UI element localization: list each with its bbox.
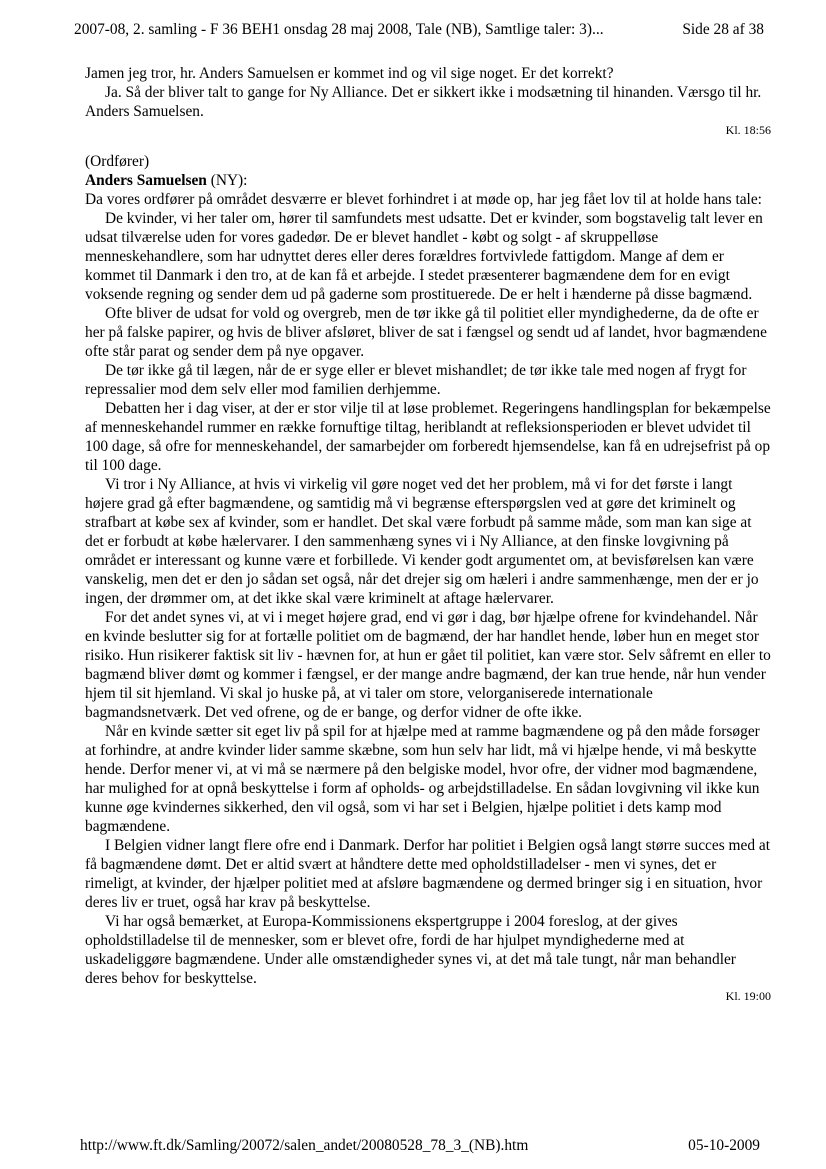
speaker-line (85, 171, 771, 190)
speech-paragraph: Når en kvinde sætter sit eget liv på spil for at hjælpe med at ramme bagmændene og på den måde forsøger at forhindre, at andre kvinder lider samme skæbne, som hun selv har lidt, må vi hjælpe hende, vi må beskytte hende. Derfor mener vi, at vi må se nærmere på den belgiske model, hvor ofre, der vidner mod bagmændene, har mulighed for at opnå beskyttelse i form af opholds- og arbejdstilladelse. En sådan lovgivning vil ikke kun kunne øge kvindernes sikkerhed, den vil også, som vi har set i Belgien, hjælpe politiet i dets kamp mod bagmændene. (85, 723, 760, 835)
speaker-role: (Ordfører) (85, 153, 150, 170)
timestamp: Kl. 19:00 (725, 989, 771, 1003)
document-title: 2007-08, 2. samling - F 36 BEH1 onsdag 28 maj 2008, Tale (NB), Samtlige taler: 3)... (74, 21, 604, 38)
speech-paragraph: Vi har også bemærket, at Europa-Kommissionens ekspertgruppe i 2004 foreslog, at der gives opholdstilladelse til de mennesker, som er blevet ofre, fordi de har hjulpet myndighederne med at uskadeliggøre bagmændene. Under alle omstændigheder synes vi, at det må tale tungt, når man behandler deres behov for beskyttelse. (85, 913, 736, 987)
speech-paragraph: De tør ikke gå til lægen, når de er syge eller er blevet mishandlet; de tør ikke tale med nogen af frygt for repressalier mod dem selv eller mod familien derhjemme. (85, 362, 747, 398)
source-url: http://www.ft.dk/Samling/20072/salen_andet/20080528_78_3_(NB).htm (80, 1137, 529, 1154)
page-number: Side 28 af 38 (682, 21, 764, 38)
print-date: 05-10-2009 (688, 1137, 760, 1154)
speech-paragraph: I Belgien vidner langt flere ofre end i Danmark. Derfor har politiet i Belgien også langt større succes med at få bagmændene dømt. Det er altid svært at håndtere dette med opholdstilladelser - men vi synes, det er rimeligt, at kvinder, der hjælper politiet med at afsløre bagmændene og dermed bringer sig i en situation, hvor deres liv er truet, også har krav på beskyttelse. (85, 837, 770, 911)
speech-paragraph: Da vores ordfører på området desværre er blevet forhindret i at møde op, har jeg fået lov til at holde hans tale: (85, 191, 762, 208)
speech-paragraph: Vi tror i Ny Alliance, at hvis vi virkelig vil gøre noget ved det her problem, må vi for det første i langt højere grad gå efter bagmændene, og samtidig må vi begrænse efterspørgslen ved at gøre det kriminelt og strafbart at købe sex af kvinder, som er handlet. Det skal være forbudt på samme måde, som man kan sige at det er forbudt at købe hælervarer. I den sammenhæng synes vi i Ny Alliance, at den finske lovgivning på området er interessant og kunne være et forbillede. Vi kender godt argumentet om, at bevisførelsen kan være vanskelig, men det er den jo sådan set også, når det drejer sig om hæleri i andre sammenhænge, men der er jo ingen, der drømmer om, at det ikke skal være kriminelt at aftage hælervarer. (85, 476, 759, 607)
timestamp: Kl. 18:56 (725, 123, 771, 137)
speech-paragraph: Debatten her i dag viser, at der er stor vilje til at løse problemet. Regeringens handlingsplan for bekæmpelse af menneskehandel rummer en række fornuftige tiltag, heriblandt at refleksionsperioden er blevet udvidet til 100 dage, så ofre for menneskehandel, der samarbejder om forberedt hjemsendelse, kan få en udrejsefrist på op til 100 dage. (85, 400, 771, 474)
speaker-name: Anders Samuelsen (85, 172, 207, 189)
intro-line: Ja. Så der bliver talt to gange for Ny Alliance. Det er sikkert ikke i modsætning til hinanden. Værsgo til hr. Anders Samuelsen. (85, 84, 762, 120)
speech-paragraph: Ofte bliver de udsat for vold og overgreb, men de tør ikke gå til politiet eller myndighederne, da de ofte er her på falske papirer, og hvis de bliver afsløret, bliver de sat i fængsel og sendt ud af landet, hvor bagmændene ofte står parat og sender dem på nye opgaver. (85, 305, 767, 360)
document-body (85, 64, 771, 1004)
speech-paragraph: De kvinder, vi her taler om, hører til samfundets mest udsatte. Det er kvinder, som bogstavelig talt lever en udsat tilværelse uden for vores gadedør. De er blevet handlet - købt og solgt - af skruppelløse menneskehandlere, som har udnyttet deres eller deres forældres fortvivlede fattigdom. Mange af dem er kommet til Danmark i den tro, at de kan få et arbejde. I stedet præsenterer bagmændene dem for en evigt voksende regning og sender dem ud på gaderne som prostituerede. De er helt i hænderne på disse bagmænd. (85, 210, 763, 303)
speaker-party: (NY): (206, 172, 248, 189)
intro-line: Jamen jeg tror, hr. Anders Samuelsen er kommet ind og vil sige noget. Er det korrekt? (85, 65, 614, 82)
speech-paragraph: For det andet synes vi, at vi i meget højere grad, end vi gør i dag, bør hjælpe ofrene for kvindehandel. Når en kvinde beslutter sig for at fortælle politiet om de bagmænd, der har handlet hende, løber hun en meget stor risiko. Hun risikerer faktisk sit liv - hævnen for, at hun er gået til politiet, kan være stor. Selv såfremt en eller to bagmænd bliver dømt og kommer i fængsel, er der mange andre bagmænd, der kan true hende, når hun vender hjem til sit hjemland. Vi skal jo huske på, at vi taler om store, velorganiserede internationale bagmandsnetværk. Det ved ofrene, og de er bange, og derfor vidner de ofte ikke. (85, 609, 771, 721)
